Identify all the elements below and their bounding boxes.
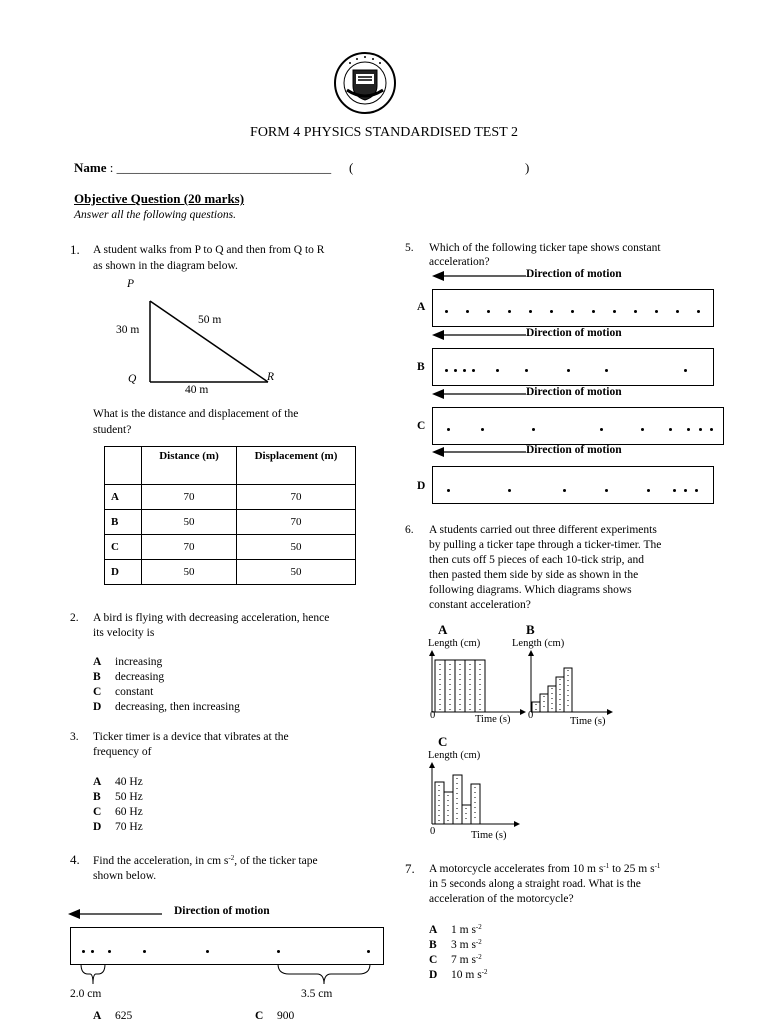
option-text: decreasing <box>115 671 165 683</box>
option-text: 900 <box>277 1010 295 1022</box>
tape-dot <box>697 310 700 313</box>
q5-tape-label-c: C <box>417 420 426 432</box>
q2-number: 2. <box>70 612 79 624</box>
option-text: 7 m s <box>451 954 476 966</box>
tape-dot <box>550 310 553 313</box>
tape-dot <box>367 950 370 953</box>
tape-dot <box>605 369 608 372</box>
q1-line1: A student walks from P to Q and then from Q to R <box>93 244 325 256</box>
tape-dot <box>445 310 448 313</box>
table-cell: 70 <box>142 535 237 560</box>
q5-tape-label-b: B <box>417 361 425 373</box>
tape-dot <box>600 428 603 431</box>
q2-option-d[interactable] <box>93 701 240 713</box>
option-text: 3 m s <box>451 939 476 951</box>
table-cell: C <box>105 535 142 560</box>
option-text: 625 <box>115 1010 133 1022</box>
table-header-cell: Displacement (m) <box>237 447 356 485</box>
option-text: 10 m s <box>451 969 482 981</box>
q7-line1-b: to 25 m s <box>609 863 655 875</box>
option-text: 70 Hz <box>115 821 143 833</box>
option-text: 40 Hz <box>115 776 143 788</box>
q3-line2: frequency of <box>93 746 152 758</box>
tape-dot <box>571 310 574 313</box>
q5-arrow-b <box>432 329 526 341</box>
q2-option-c[interactable] <box>93 686 153 698</box>
tape-dot <box>655 310 658 313</box>
option-sup: -2 <box>475 953 482 961</box>
q6-chart-b-label: B <box>526 622 535 637</box>
option-letter: C <box>429 954 438 966</box>
table-header-row <box>105 447 356 485</box>
q7-option-d[interactable] <box>429 968 488 981</box>
q5-direction-a: Direction of motion <box>526 268 622 280</box>
q3-line1: Ticker timer is a device that vibrates at the <box>93 731 289 743</box>
q4-line1 <box>93 854 318 867</box>
tape-dot <box>481 428 484 431</box>
tape-dot <box>695 489 698 492</box>
tape-dot <box>108 950 111 953</box>
section-instruction: Answer all the following questions. <box>74 209 236 221</box>
option-letter: B <box>93 671 101 683</box>
test-title: FORM 4 PHYSICS STANDARDISED TEST 2 <box>250 125 518 140</box>
tape-dot <box>684 369 687 372</box>
q1-side-vertical: 30 m <box>116 324 140 336</box>
q4-label-right: 3.5 cm <box>301 988 333 1000</box>
q5-tape-b[interactable] <box>432 348 714 386</box>
tape-dot <box>634 310 637 313</box>
tape-dot <box>472 369 475 372</box>
tape-dot <box>567 369 570 372</box>
option-letter: D <box>429 969 438 981</box>
q6-line: then cuts off 5 pieces of each 10-tick strip, and <box>429 554 645 566</box>
tape-dot <box>508 489 511 492</box>
option-text: 60 Hz <box>115 806 143 818</box>
q7-option-b[interactable] <box>429 938 482 951</box>
q1-ask1: What is the distance and displacement of the <box>93 408 299 420</box>
table-row <box>105 535 356 560</box>
tape-dot <box>613 310 616 313</box>
q4-brace-right <box>275 962 373 988</box>
q1-label-p: P <box>127 278 135 290</box>
q5-direction-b: Direction of motion <box>526 327 622 339</box>
q6-number: 6. <box>405 524 414 536</box>
tape-dot <box>592 310 595 313</box>
q5-tape-label-a: A <box>417 301 426 313</box>
q3-option-a[interactable] <box>93 776 143 788</box>
q7-line1-sup2: -1 <box>654 862 661 870</box>
q4-line1-sup: -2 <box>228 854 235 862</box>
q1-number: 1. <box>70 242 80 257</box>
q4-label-left: 2.0 cm <box>70 988 102 1000</box>
tape-dot <box>710 428 713 431</box>
table-cell: A <box>105 485 142 510</box>
q4-direction-arrow <box>68 908 164 920</box>
q5-line2: acceleration? <box>429 256 490 268</box>
q6-line: A students carried out three different experiments <box>429 524 657 536</box>
tape-dot <box>447 489 450 492</box>
tape-dot <box>676 310 679 313</box>
table-cell: D <box>105 560 142 585</box>
q5-tape-d[interactable] <box>432 466 714 504</box>
name-row <box>74 160 331 176</box>
q6-chart-b-xlabel: Time (s) <box>570 716 606 727</box>
q6-chart-b[interactable] <box>525 650 613 720</box>
q6-chart-a[interactable] <box>426 650 526 720</box>
option-text: 50 Hz <box>115 791 143 803</box>
option-letter: A <box>93 1010 102 1022</box>
table-cell: 50 <box>237 535 356 560</box>
q1-label-q: Q <box>128 373 137 385</box>
tape-dot <box>447 428 450 431</box>
table-cell: 50 <box>142 510 237 535</box>
q3-option-b[interactable] <box>93 791 143 803</box>
q6-chart-c-ylabel: Length (cm) <box>428 750 481 761</box>
option-letter: A <box>93 776 102 788</box>
class-paren-open: ( <box>349 160 354 175</box>
tape-dot <box>496 369 499 372</box>
chart-bar <box>453 775 462 824</box>
q4-option-a[interactable] <box>93 1010 132 1022</box>
q3-option-d[interactable] <box>93 821 143 833</box>
tape-dot <box>641 428 644 431</box>
tape-dot <box>463 369 466 372</box>
q5-direction-c: Direction of motion <box>526 386 622 398</box>
tape-dot <box>529 310 532 313</box>
q6-chart-c[interactable] <box>426 762 520 832</box>
tape-dot <box>508 310 511 313</box>
option-letter: A <box>93 656 102 668</box>
q4-option-c[interactable] <box>255 1010 294 1022</box>
option-sup: -2 <box>475 923 482 931</box>
q3-option-c[interactable] <box>93 806 143 818</box>
tape-dot <box>699 428 702 431</box>
q1-answer-table <box>104 446 356 585</box>
table-cell: B <box>105 510 142 535</box>
tape-dot <box>563 489 566 492</box>
tape-dot <box>445 369 448 372</box>
q1-label-r: R <box>267 371 275 383</box>
name-label: Name <box>74 160 107 175</box>
q6-chart-a-xlabel: Time (s) <box>475 714 511 725</box>
tape-dot <box>206 950 209 953</box>
option-letter: B <box>93 791 101 803</box>
q7-option-c[interactable] <box>429 953 482 966</box>
q6-chart-a-origin: 0 <box>430 710 436 721</box>
table-row <box>105 510 356 535</box>
q5-direction-d: Direction of motion <box>526 444 622 456</box>
q2-option-b[interactable] <box>93 671 164 683</box>
option-letter: C <box>93 806 102 818</box>
q4-ticker-tape <box>70 927 384 965</box>
q7-line1 <box>429 862 660 875</box>
option-text: increasing <box>115 656 163 668</box>
q5-arrow-d <box>432 446 526 458</box>
q6-line: then pasted them side by side as shown in the <box>429 569 639 581</box>
table-header-cell <box>105 447 142 485</box>
tape-dot <box>91 950 94 953</box>
q5-arrow-c <box>432 388 526 400</box>
option-letter: A <box>429 924 438 936</box>
tape-dot <box>454 369 457 372</box>
table-cell: 70 <box>142 485 237 510</box>
q6-line: following diagrams. Which diagrams shows <box>429 584 632 596</box>
q6-chart-b-origin: 0 <box>528 710 534 721</box>
tape-dot <box>487 310 490 313</box>
q6-chart-b-ylabel: Length (cm) <box>512 638 565 649</box>
option-letter: D <box>93 821 102 833</box>
table-row <box>105 560 356 585</box>
option-letter: B <box>429 939 437 951</box>
tape-dot <box>687 428 690 431</box>
q3-number: 3. <box>70 731 79 743</box>
q4-line1-b: , of the ticker tape <box>234 855 318 867</box>
tape-dot <box>525 369 528 372</box>
q6-chart-c-origin: 0 <box>430 826 436 837</box>
option-sup: -2 <box>475 938 482 946</box>
q6-chart-a-label: A <box>438 622 448 637</box>
school-crest-logo <box>333 50 397 116</box>
table-cell: 50 <box>237 560 356 585</box>
table-cell: 50 <box>142 560 237 585</box>
q5-line1: Which of the following ticker tape shows constant <box>429 242 661 254</box>
q2-line1: A bird is flying with decreasing acceleration, hence <box>93 612 330 624</box>
class-paren-close: ) <box>525 160 530 175</box>
tape-dot <box>277 950 280 953</box>
tape-dot <box>684 489 687 492</box>
q1-side-base: 40 m <box>185 384 209 396</box>
q7-option-a[interactable] <box>429 923 482 936</box>
q4-line1-a: Find the acceleration, in cm s <box>93 855 229 867</box>
q5-tape-label-d: D <box>417 480 426 492</box>
q5-tape-c[interactable] <box>432 407 724 445</box>
name-blank: : _________________________________ <box>109 160 332 175</box>
table-row <box>105 485 356 510</box>
q5-tape-a[interactable] <box>432 289 714 327</box>
q7-line3: acceleration of the motorcycle? <box>429 893 574 905</box>
q4-direction-label: Direction of motion <box>174 905 270 917</box>
q1-side-hyp: 50 m <box>198 314 222 326</box>
tape-dot <box>673 489 676 492</box>
q6-line: by pulling a ticker tape through a ticker-timer. The <box>429 539 662 551</box>
section-heading: Objective Question (20 marks) <box>74 191 245 206</box>
table-cell: 70 <box>237 485 356 510</box>
q7-number: 7. <box>405 861 415 876</box>
tape-dot <box>466 310 469 313</box>
q7-line2: in 5 seconds along a straight road. What is the <box>429 878 641 890</box>
option-letter: C <box>255 1010 264 1022</box>
chart-bar <box>435 782 444 824</box>
q7-line1-a: A motorcycle accelerates from 10 m s <box>429 863 604 875</box>
q6-line: constant acceleration? <box>429 599 531 611</box>
q7-line1-sup1: -1 <box>603 862 610 870</box>
q1-ask2: student? <box>93 424 132 436</box>
q2-line2: its velocity is <box>93 627 155 639</box>
q1-line2: as shown in the diagram below. <box>93 260 238 272</box>
option-text: 1 m s <box>451 924 476 936</box>
tape-dot <box>669 428 672 431</box>
option-text: constant <box>115 686 154 698</box>
option-letter: D <box>93 701 102 713</box>
q5-arrow-a <box>432 270 526 282</box>
tape-dot <box>82 950 85 953</box>
option-letter: C <box>93 686 102 698</box>
tape-dot <box>532 428 535 431</box>
q6-chart-a-ylabel: Length (cm) <box>428 638 481 649</box>
q2-option-a[interactable] <box>93 656 162 668</box>
q4-line2: shown below. <box>93 870 157 882</box>
q6-chart-c-xlabel: Time (s) <box>471 830 507 841</box>
option-sup: -2 <box>481 968 488 976</box>
option-text: decreasing, then increasing <box>115 701 240 713</box>
chart-bar <box>462 805 471 824</box>
q4-brace-left <box>78 962 108 988</box>
q5-number: 5. <box>405 242 414 254</box>
tape-dot <box>647 489 650 492</box>
tape-dot <box>143 950 146 953</box>
q4-number: 4. <box>70 852 80 867</box>
q6-chart-c-label: C <box>438 734 448 749</box>
table-cell: 70 <box>237 510 356 535</box>
table-header-cell: Distance (m) <box>142 447 237 485</box>
chart-bar <box>444 792 453 824</box>
tape-dot <box>605 489 608 492</box>
